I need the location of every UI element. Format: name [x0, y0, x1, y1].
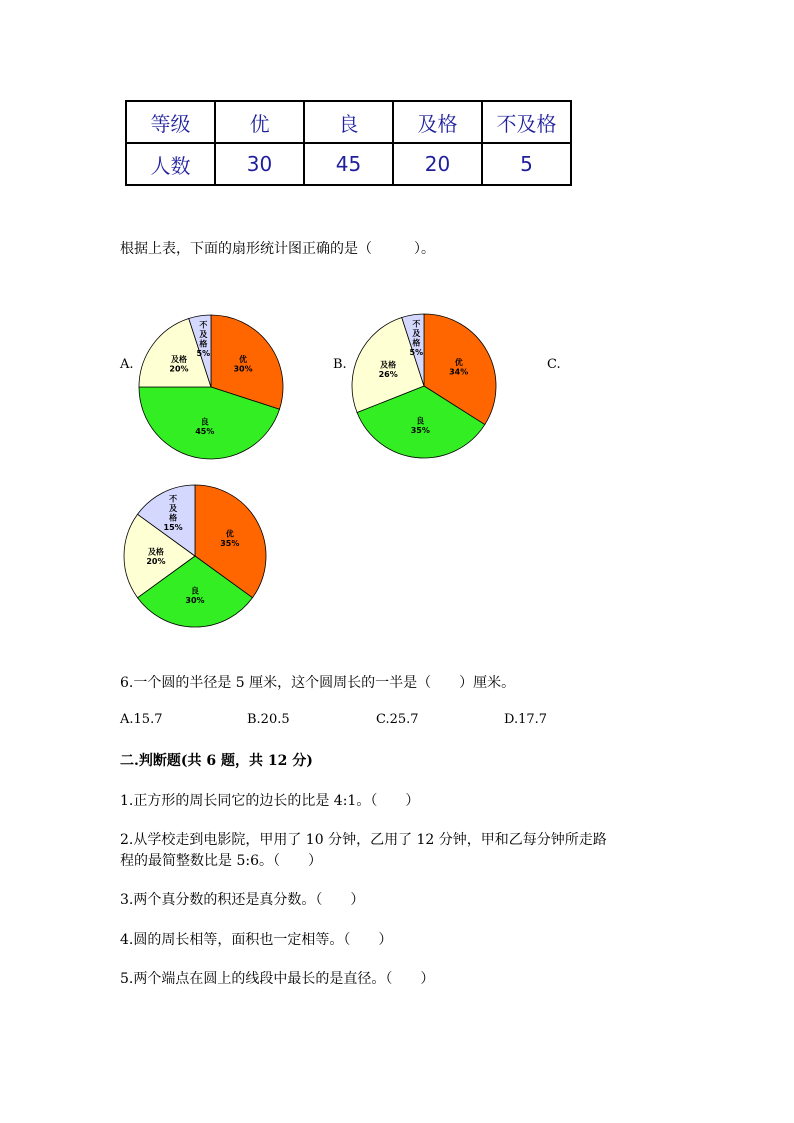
- pie-slice-label: [146, 546, 165, 566]
- table-cell: 良: [304, 101, 393, 143]
- pie-percent-label: 35%: [410, 426, 430, 436]
- pie-percent-label: 30%: [185, 595, 205, 605]
- pie-category-label: 格: [412, 338, 421, 348]
- pie-percent-label: 45%: [195, 426, 215, 436]
- pie-category-label: 格: [199, 339, 208, 349]
- pie-category-label: 不: [199, 320, 208, 330]
- pie-category-label: 及格: [170, 354, 187, 364]
- pie-slice-label: [169, 354, 188, 374]
- section-heading: 二.判断题(共 6 题，共 12 分): [120, 753, 313, 769]
- option-c-label: C.: [547, 357, 561, 372]
- tf-item-5: 5.两个端点在圆上的线段中最长的是直径。（ ）: [120, 971, 435, 987]
- table-cell: 优: [215, 101, 304, 143]
- table-cell: 人数: [126, 143, 215, 185]
- pie-category-label: 不: [412, 319, 421, 329]
- pie-category-label: 及格: [147, 547, 164, 557]
- pie-category-label: 良: [191, 586, 199, 596]
- pie-percent-label: 30%: [233, 364, 253, 374]
- tf-item-2: 2.从学校走到电影院，甲用了 10 分钟，乙用了 12 分钟，甲和乙每分钟所走路: [120, 832, 607, 848]
- table-cell: 20: [393, 143, 482, 185]
- pie-category-label: 格: [169, 513, 178, 523]
- pie-category-label: 及: [169, 504, 178, 514]
- pie-percent-label: 20%: [169, 364, 189, 374]
- pie-category-label: 优: [239, 354, 248, 364]
- pie-category-label: 良: [200, 417, 209, 427]
- tf-item-2-cont: 程的最简整数比是 5:6。（ ）: [120, 853, 322, 869]
- question-6: 6.一个圆的半径是 5 厘米，这个圆周长的一半是（ ）厘米。: [120, 675, 516, 691]
- pie-category-label: 优: [454, 358, 463, 368]
- table-cell: 不及格: [482, 101, 571, 143]
- pie-category-label: 不: [169, 494, 178, 504]
- pie-percent-label: 34%: [449, 367, 469, 377]
- tf-item-1: 1.正方形的周长同它的边长的比是 4:1。（ ）: [120, 793, 420, 809]
- table-row: [126, 143, 571, 185]
- pie-percent-label: 5%: [196, 348, 211, 358]
- choice-a: A.15.7: [120, 712, 163, 727]
- table-cell: 30: [215, 143, 304, 185]
- pie-category-label: 及: [199, 329, 208, 339]
- table-cell: 等级: [126, 101, 215, 143]
- question-prompt: 根据上表，下面的扇形统计图正确的是（ ）。: [120, 241, 435, 257]
- pie-percent-label: 20%: [146, 556, 166, 566]
- pie-percent-label: 15%: [163, 523, 183, 533]
- pie-category-label: 优: [225, 529, 234, 539]
- pie-percent-label: 35%: [220, 539, 240, 549]
- choice-c: C.25.7: [376, 712, 419, 727]
- option-a-label: A.: [120, 357, 134, 372]
- grade-table: [125, 100, 572, 186]
- pie-chart-a: [138, 314, 284, 460]
- pie-slice-label: [379, 359, 398, 379]
- choice-b: B.20.5: [247, 712, 290, 727]
- tf-item-3: 3.两个真分数的积还是真分数。（ ）: [120, 892, 365, 908]
- pie-category-label: 及: [412, 328, 421, 338]
- pie-chart-c: [123, 484, 267, 628]
- pie-percent-label: 26%: [378, 369, 398, 379]
- choice-d: D.17.7: [504, 712, 548, 727]
- pie-category-label: 良: [416, 416, 425, 426]
- table-cell: 5: [482, 143, 571, 185]
- pie-chart-b: [351, 313, 497, 459]
- pie-percent-label: 5%: [409, 347, 424, 357]
- table-cell: 及格: [393, 101, 482, 143]
- table-row: [126, 101, 571, 143]
- pie-category-label: 及格: [380, 360, 397, 370]
- option-b-label: B.: [333, 357, 347, 372]
- tf-item-4: 4.圆的周长相等，面积也一定相等。（ ）: [120, 932, 393, 948]
- table-cell: 45: [304, 143, 393, 185]
